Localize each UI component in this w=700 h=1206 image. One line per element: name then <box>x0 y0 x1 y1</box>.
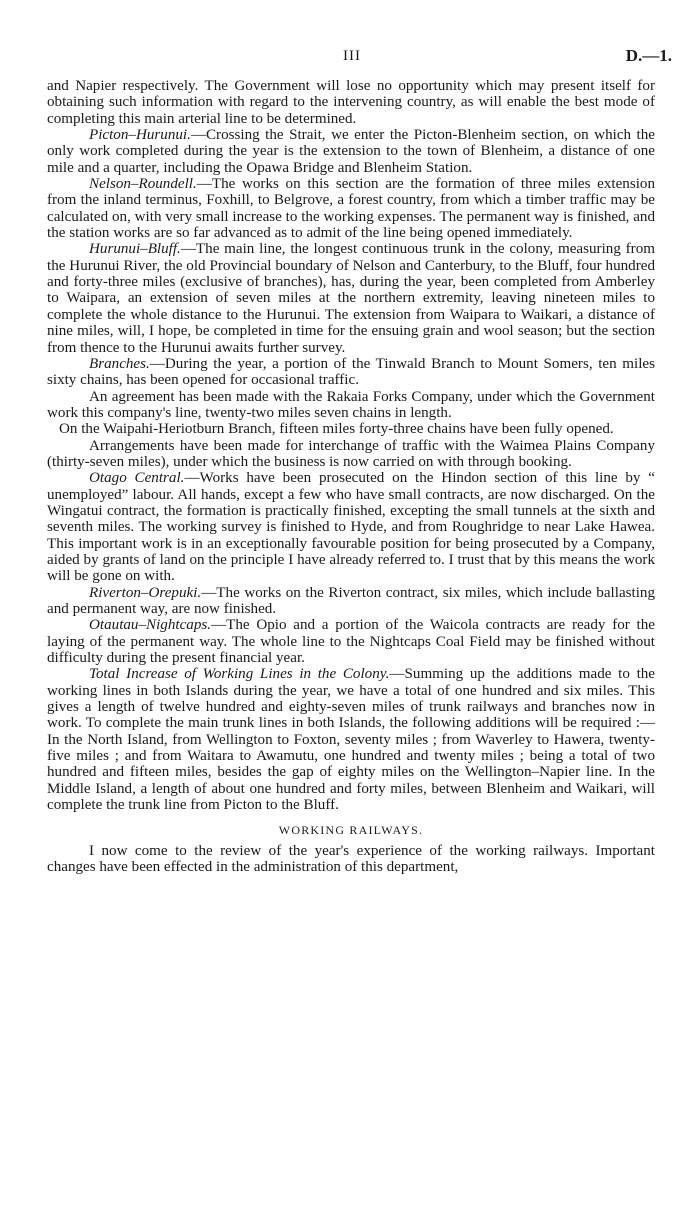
paragraph-lead: Total Increase of Working Lines in the Colony. <box>89 666 390 683</box>
paragraph <box>47 470 655 584</box>
paragraph-text: On the Waipahi-Heriotburn Branch, fifteen miles forty-three chains have been fully opened. <box>59 421 614 438</box>
paragraph-lead: Riverton–Orepuki. <box>89 584 202 601</box>
document-code: D.—1. <box>625 46 672 65</box>
paragraph-text: and Napier respectively. The Government will lose no opportunity which may present itself for obtaining such information with regard to the intervening country, as will enable the best mode of completing this main arterial line to be determined. <box>47 78 655 127</box>
paragraph <box>47 241 655 355</box>
paragraph-text: —During the year, a portion of the Tinwald Branch to Mount Somers, ten miles sixty chains, has been opened for occasional traffic. <box>47 355 655 389</box>
paragraph-text: —Crossing the Strait, we enter the Picton-Blenheim section, on which the only work completed during the year is the extension to the town of Blenheim, a distance of one mile and a quarter, including the Opawa Bridge and Blenheim Station. <box>47 127 655 176</box>
paragraph <box>47 356 655 389</box>
paragraph <box>47 389 655 422</box>
paragraph-text: —The main line, the longest continuous trunk in the colony, measuring from the Hurunui River, the old Provincial boundary of Nelson and Canterbury, to the Bluff, four hundred and forty-three miles (exclusive of branches), has, during the year, been completed from Amberley to Waipara, an extension of seven miles at the northern extremity, leaving nineteen miles to complete the whole distance to the Hurunui. The extension from Waipara to Waikari, a distance of nine miles, will, I hope, be completed in time for the ensuing grain and wool season; but the section from thence to the Hurunui awaits further survey. <box>47 241 655 356</box>
paragraph <box>47 438 655 471</box>
paragraph-text: —The Opio and a portion of the Waicola contracts are ready for the laying of the permanent way. The whole line to the Nightcaps Coal Field may be finished without difficulty during the present financial year. <box>47 617 655 667</box>
paragraph-lead: Branches. <box>89 355 150 372</box>
paragraph <box>47 617 655 666</box>
paragraph-text: —The works on the Riverton contract, six miles, which include ballasting and permanent way, are now finished. <box>47 584 655 617</box>
paragraph-lead: Picton–Hurunui. <box>89 127 191 144</box>
paragraph <box>47 585 655 618</box>
closing-paragraph: I now come to the review of the year's experience of the working railways. Important changes have been effected in the administration of this department, <box>47 842 655 876</box>
paragraph-text: An agreement has been made with the Rakaia Forks Company, under which the Government work this company's line, twenty-two miles seven chains in length. <box>47 388 655 421</box>
body-text <box>47 78 655 876</box>
paragraph-lead: Otago Central. <box>89 470 185 487</box>
paragraph <box>47 421 655 437</box>
paragraph <box>47 666 655 813</box>
paragraph <box>47 127 655 176</box>
paragraph-lead: Otautau–Nightcaps. <box>89 617 212 634</box>
paragraph <box>47 176 655 241</box>
section-heading: WORKING RAILWAYS. <box>278 823 424 838</box>
paragraph-text: —Works have been prosecuted on the Hindon section of this line by “ unemployed” labour. All hands, except a few who have small contracts, are now discharged. On the Wingatui contract, the formation is practically finished, excepting the small tunnels at the sixth and seventh miles. The working survey is finished to Hyde, and from Roughridge to near Lake Hawea. This important work is in an exceptionally favourable position for being prosecuted by a Company, aided by grants of land on the principle I have already referred to. I trust that by this means the work will be gone on with. <box>47 470 655 585</box>
page-number: III <box>343 48 361 64</box>
paragraph-text: Arrangements have been made for interchange of traffic with the Waimea Plains Company (thirty-seven miles), under which the business is now carried on with through booking. <box>47 437 655 470</box>
paragraph-lead: Nelson–Roundell. <box>89 176 197 193</box>
paragraph-text: —Summing up the additions made to the working lines in both Islands during the year, we have a total of one hundred and six miles. This gives a length of twelve hundred and eighty-seven miles of trunk railways and branches now in work. To complete the main trunk lines in both Islands, the following additions will be required :—In the North Island, from Wellington to Foxton, seventy miles ; from Waverley to Hawera, twenty-five miles ; and from Waitara to Awamutu, one hundred and twenty miles ; being a total of two hundred and fifteen miles, besides the gap of eighty miles on the Wellington–Napier line. In the Middle Island, a length of about one hundred and forty miles, between Blenheim and Waikari, will complete the trunk line from Picton to the Bluff. <box>47 666 656 814</box>
paragraph-text: —The works on this section are the formation of three miles extension from the inland terminus, Foxhill, to Belgrove, a forest country, from which a timber traffic may be calculated on, with very small increase to the working expenses. The permanent way is finished, and the station works are so far advanced as to admit of the line being opened immediately. <box>47 176 655 242</box>
paragraph-lead: Hurunui–Bluff. <box>89 241 181 258</box>
paragraph <box>47 78 655 127</box>
